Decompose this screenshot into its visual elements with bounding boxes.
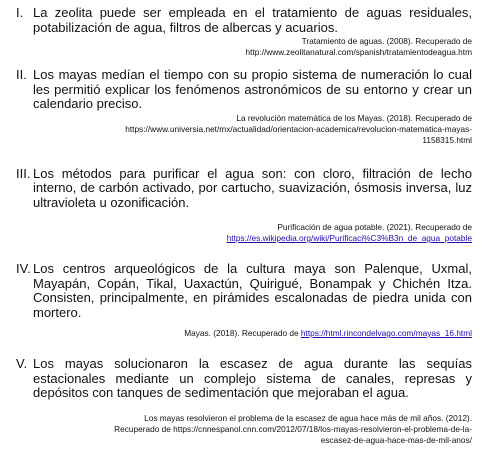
reference-line: Recuperado de https://cnnespanol.cnn.com/2012/07/18/los-mayas-resolvieron-el-problema-de-la- bbox=[114, 423, 472, 434]
item-number: II. bbox=[16, 67, 27, 82]
reference-3 bbox=[14, 222, 472, 244]
list-item-3 bbox=[14, 167, 472, 211]
reference-1 bbox=[14, 36, 472, 58]
reference-line: https://www.universia.net/mx/actualidad/orientacion-academica/revolucion-matematica-mayas- bbox=[125, 123, 472, 134]
item-text: Los mayas solucionaron la escasez de agua durante las sequías estacionales mediante un complejo sistema de canales, represas y depósitos con tanques de sedimentación que mejoraban el agua. bbox=[33, 356, 472, 400]
reference-4 bbox=[14, 328, 472, 339]
item-text: Los métodos para purificar el agua son: con cloro, filtración de lecho interno, de carbón activado, por cartucho, suavización, ósmosis inversa, luz ultravioleta u ozonificación. bbox=[33, 165, 472, 210]
list-item-4 bbox=[14, 262, 472, 320]
item-text: Los mayas medían el tiempo con su propio sistema de numeración lo cual les permitió explicar los fenómenos astronómicos de su entorno y crear un calendario preciso. bbox=[33, 67, 472, 111]
reference-5 bbox=[14, 413, 472, 446]
reference-prefix: Mayas. (2018). Recuperado de bbox=[184, 328, 301, 338]
reference-line: Los mayas resolvieron el problema de la escasez de agua hace más de mil años. (2012). bbox=[144, 412, 472, 423]
reference-line: http://www.zeolitanatural.com/spanish/tratamientodeagua.htm bbox=[245, 47, 472, 57]
item-number: V. bbox=[16, 356, 28, 371]
reference-2 bbox=[14, 113, 472, 146]
item-text: La zeolita puede ser empleada en el tratamiento de aguas residuales, potabilización de agua, filtros de albercas y acuarios. bbox=[33, 5, 472, 35]
item-number: IV. bbox=[16, 261, 31, 276]
reference-line: escasez-de-agua-hace-mas-de-mil-anos/ bbox=[320, 434, 472, 445]
list-item-5 bbox=[14, 357, 472, 401]
list-item-2 bbox=[14, 68, 472, 112]
reference-line: La revolución matemática de los Mayas. (2018). Recuperado de bbox=[236, 112, 472, 123]
reference-link[interactable]: https://html.rincondelvago.com/mayas_16.html bbox=[300, 328, 472, 338]
reference-line: 1158315.html bbox=[422, 134, 472, 145]
reference-line: Tratamiento de aguas. (2008). Recuperado de bbox=[301, 36, 472, 46]
reference-line: Purificación de agua potable. (2021). Recuperado de bbox=[277, 222, 472, 232]
list-item-1 bbox=[14, 6, 472, 35]
item-text: Los centros arqueológicos de la cultura maya son Palenque, Uxmal, Mayapán, Copán, Tikal, Uaxactún, Quirigué, Bonampak y Chichén Itza. Consisten, principalmente, en pirámides escalonadas de piedra unida con mortero. bbox=[33, 261, 472, 320]
item-number: I. bbox=[16, 5, 24, 20]
item-number: III. bbox=[16, 165, 31, 181]
reference-link[interactable]: https://es.wikipedia.org/wiki/Purificaci%C3%B3n_de_agua_potable bbox=[226, 233, 472, 243]
